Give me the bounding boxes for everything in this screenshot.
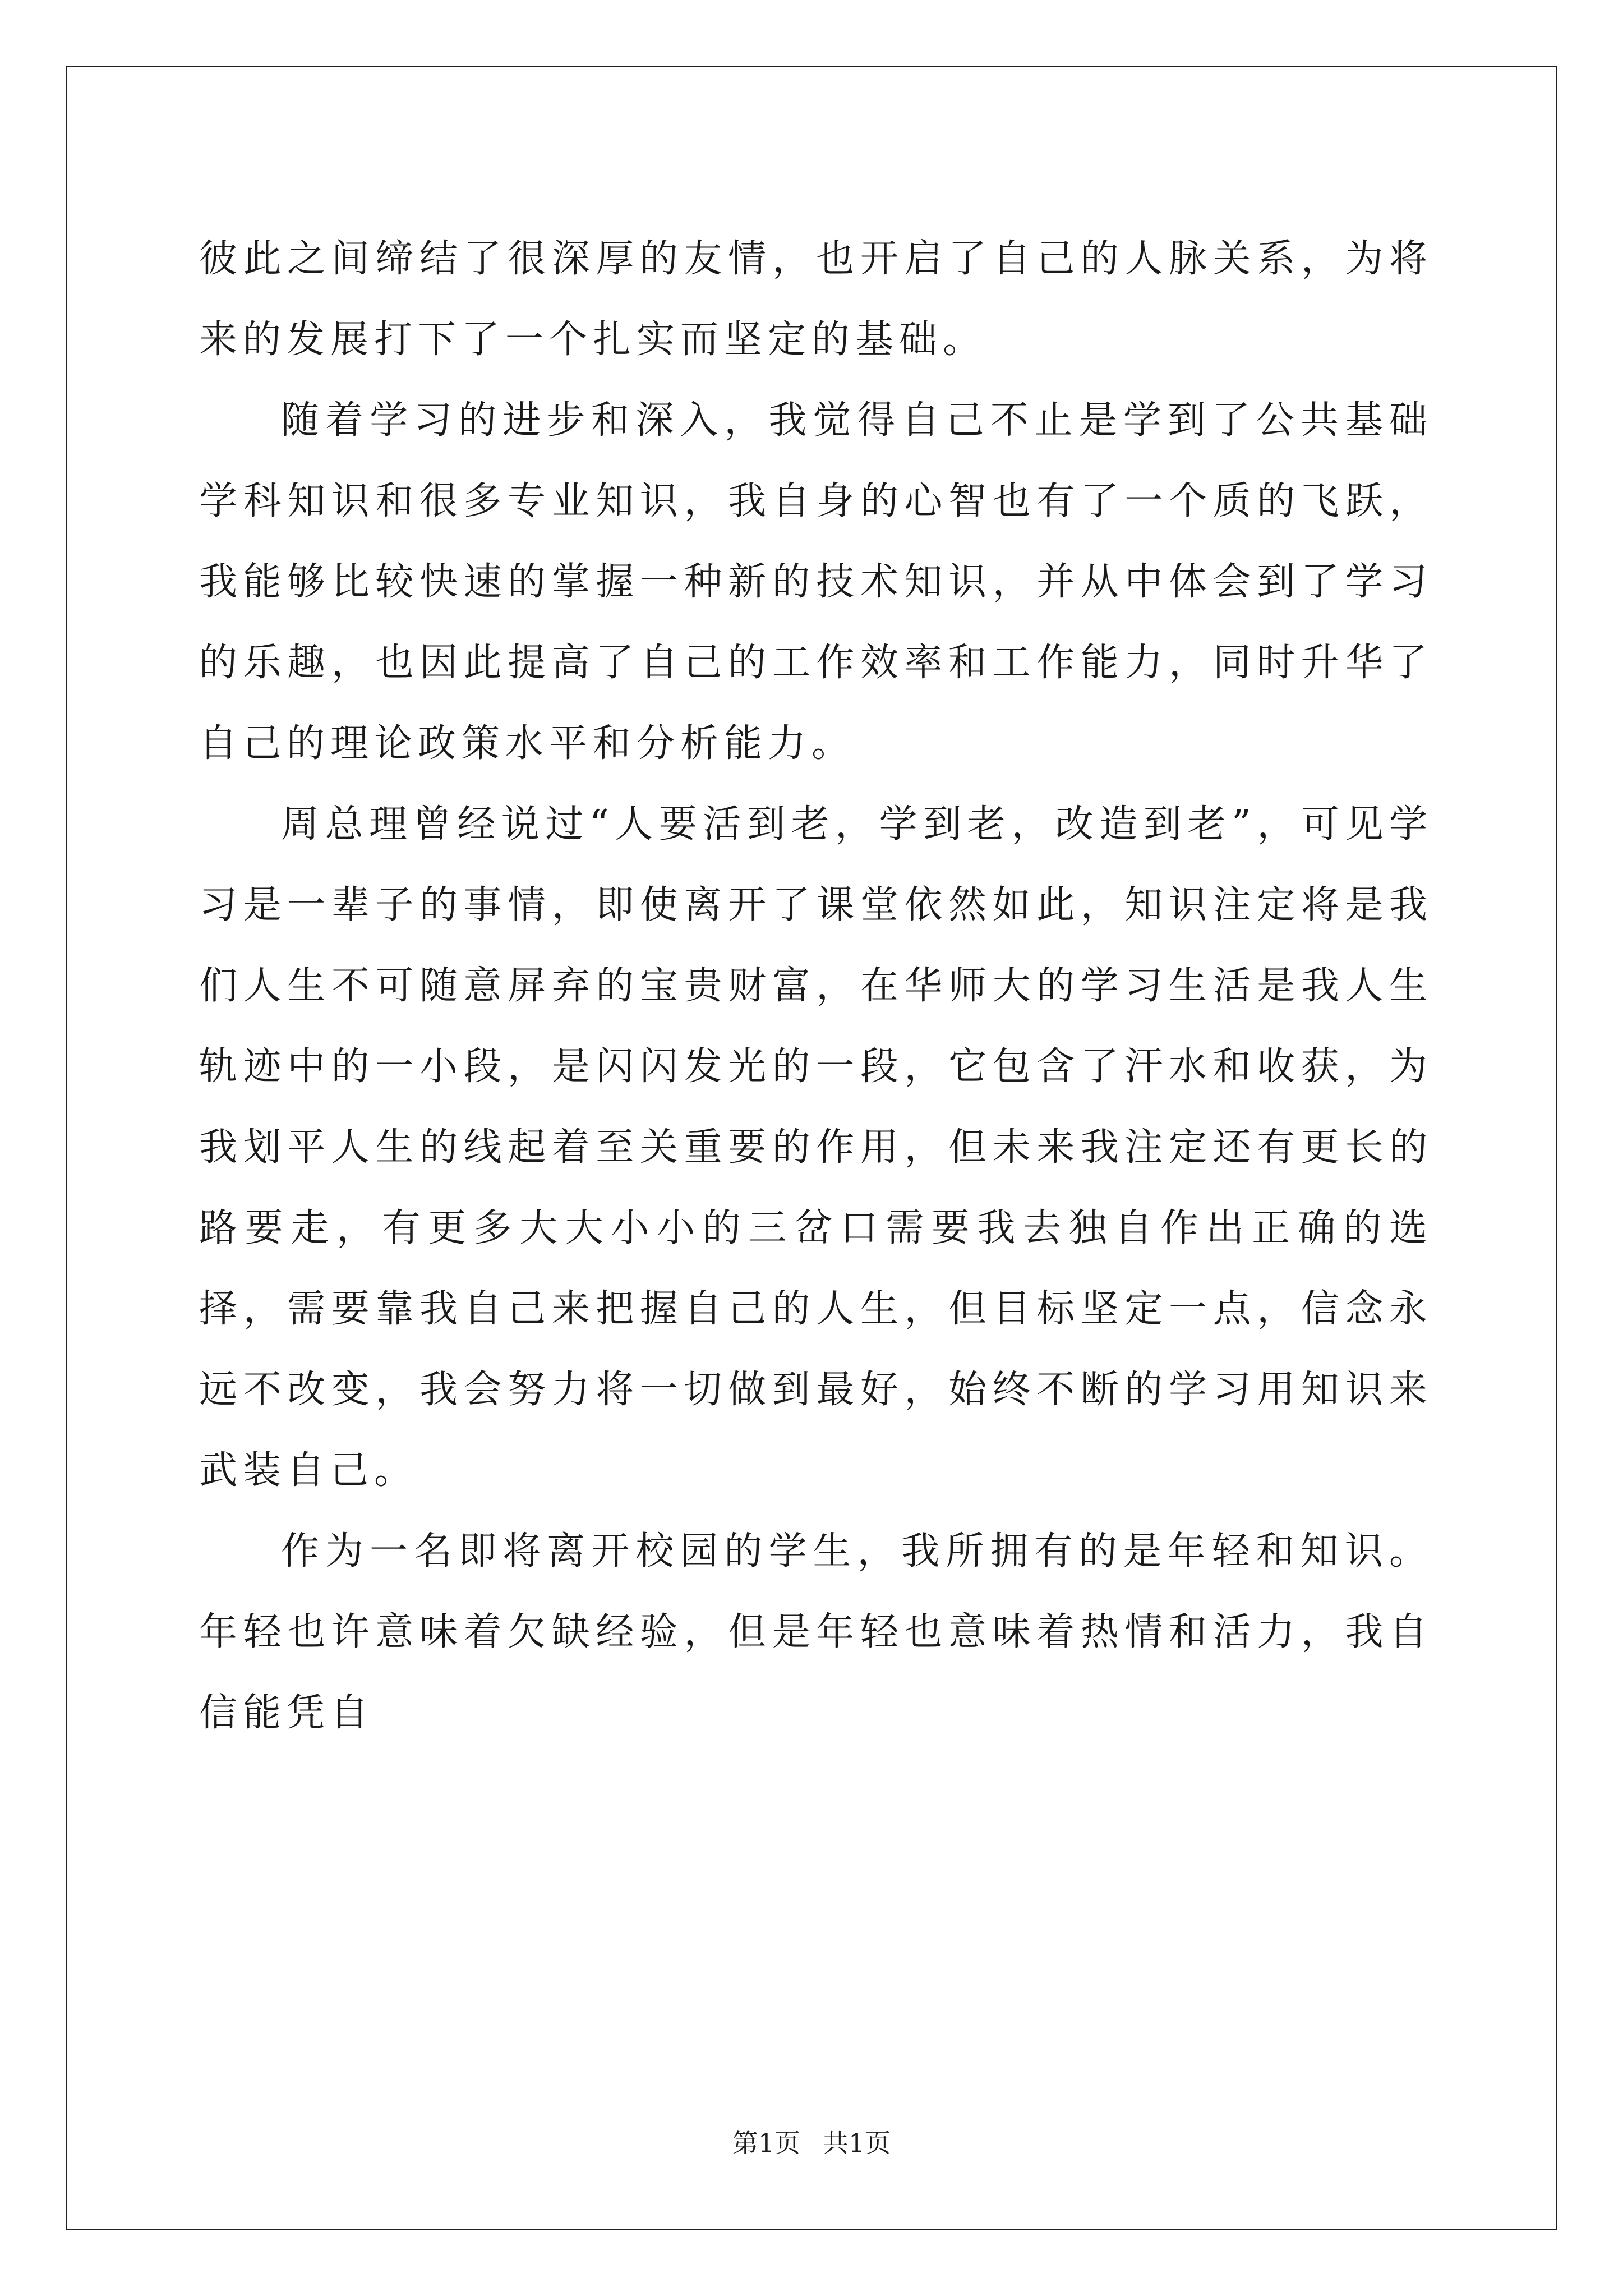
document-body (199, 219, 1433, 1754)
page-number: 第1页 (732, 2128, 800, 2158)
paragraph: 随着学习的进步和深入，我觉得自己不止是学到了公共基础学科知识和很多专业知识，我自身的心智也有了一个质的飞跃，我能够比较快速的掌握一种新的技术知识，并从中体会到了学习的乐趣，也因此提高了自己的工作效率和工作能力，同时升华了自己的理论政策水平和分析能力。 (199, 398, 1433, 766)
paragraph: 周总理曾经说过“人要活到老，学到老，改造到老”，可见学习是一辈子的事情，即使离开了课堂依然如此，知识注定将是我们人生不可随意屏弃的宝贵财富，在华师大的学习生活是我人生轨迹中的一小段，是闪闪发光的一段，它包含了汗水和收获，为我划平人生的线起着至关重要的作用，但未来我注定还有更长的路要走，有更多大大小小的三岔口需要我去独自作出正确的选择，需要靠我自己来把握自己的人生，但目标坚定一点，信念永远不改变，我会努力将一切做到最好，始终不断的学习用知识来武装自己。 (199, 802, 1433, 1493)
page-total: 共1页 (823, 2128, 891, 2158)
paragraph-continuation: 彼此之间缔结了很深厚的友情，也开启了自己的人脉关系，为将来的发展打下了一个扎实而坚定的基础。 (199, 237, 1433, 362)
page-footer (0, 2126, 1623, 2160)
paragraph: 作为一名即将离开校园的学生，我所拥有的是年轻和知识。年轻也许意味着欠缺经验，但是年轻也意味着热情和活力，我自信能凭自 (199, 1529, 1433, 1735)
